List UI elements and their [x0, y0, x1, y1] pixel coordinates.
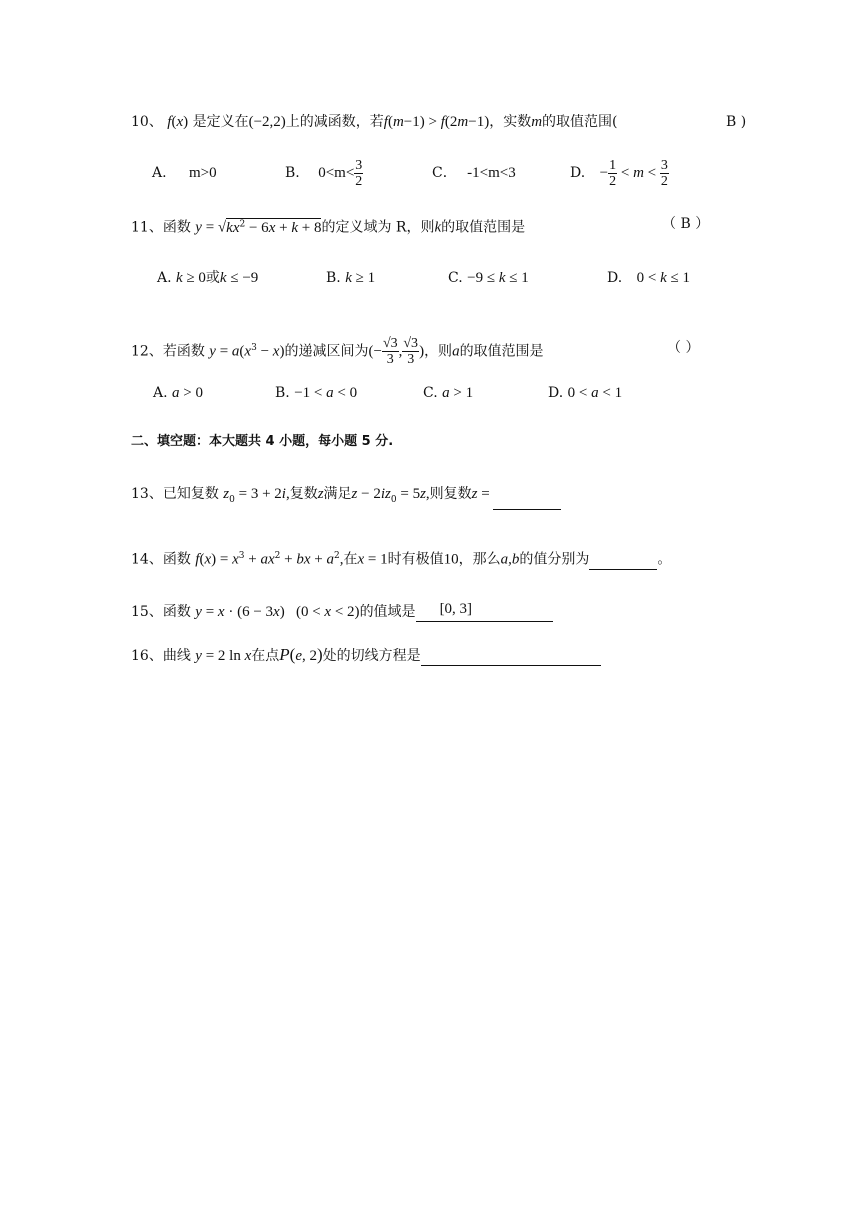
fraction: $\frac{√3}{3}$	[382, 336, 398, 368]
option-label: D.	[548, 385, 564, 401]
question-number: 15、函数	[131, 604, 191, 620]
fraction: $\frac{3}{2}$	[660, 157, 668, 189]
question-12: 12、若函数 $y = a(x^3 - x)$的递减区间为(− $\frac{√3}{3}$ , $\frac{√3}{3}$ )，则a的取值范围是	[131, 336, 544, 368]
option-label: B.	[285, 165, 300, 181]
question-15: 15、函数 y = x · (6 − 3x) (0 < x < 2)的值域是 [0, 3]	[131, 602, 553, 622]
question-text: 处的切线方程是	[322, 648, 421, 664]
question-10: 10、 f(x) 是定义在(−2,2)上的减函数，若f(m−1) > f(2m−1)，实数m的取值范围(	[131, 114, 618, 130]
question-text: 的取值范围是	[441, 219, 526, 236]
question-text: ，那么	[458, 551, 501, 568]
option-value: 0<m<	[318, 165, 355, 181]
question-text: 在	[343, 551, 358, 568]
answer-mark	[662, 214, 709, 234]
question-16: 16、曲线 y = 2 ln x在点P(e, 2)处的切线方程是	[131, 645, 601, 666]
question-text: 满足	[323, 486, 352, 502]
answer-text: [0, 3]	[439, 601, 473, 617]
option-c	[432, 163, 516, 183]
answer-mark	[726, 112, 746, 132]
question-number: 10、	[131, 114, 163, 130]
math-fx: f	[167, 114, 172, 130]
question-text: 在点	[251, 648, 280, 664]
answer-blank[interactable]	[416, 601, 553, 622]
question-number: 14、函数	[131, 551, 191, 568]
option-label: B.	[275, 385, 290, 401]
option-b	[285, 152, 363, 194]
fraction: $\frac{√3}{3}$	[403, 336, 419, 368]
or-word: 或	[205, 270, 220, 286]
section-title: 二、填空题：本大题共 4 小题，每小题 5 分.	[131, 434, 394, 449]
option-b: B. −1 < a < 0	[275, 385, 358, 401]
option-label: D.	[607, 270, 623, 286]
question-text: ，实数	[489, 114, 532, 130]
option-label: B.	[326, 270, 341, 286]
question-number: 16、曲线	[131, 648, 191, 664]
question-number: 11、函数	[131, 219, 191, 236]
option-c: C. a > 1	[423, 385, 474, 401]
question-text: 的定义域为 R，则	[321, 219, 435, 236]
question-number: 12、若函数	[131, 343, 205, 360]
punctuation: 。	[657, 551, 672, 568]
answer-text: （ B ）	[662, 216, 710, 232]
option-value: m>0	[189, 165, 217, 181]
option-label: A.	[153, 385, 168, 401]
question-11: 11、函数 $y = √kx^2 - 6x + k + 8$的定义域为 R，则k的取值范围是	[131, 219, 526, 236]
answer-text: B )	[726, 114, 747, 130]
option-c: C. −9 ≤ k ≤ 1	[448, 270, 529, 286]
fraction: $\frac{3}{2}$	[355, 157, 363, 189]
option-label: C．	[432, 165, 457, 181]
answer-mark	[667, 338, 699, 358]
question-text: 的取值范围(	[542, 114, 618, 130]
question-text: 的递减区间为	[284, 343, 369, 360]
fraction: $\frac{1}{2}$	[609, 157, 617, 189]
section-heading	[131, 432, 393, 452]
option-d: D. 0 < a < 1	[548, 385, 623, 401]
option-label: C.	[448, 270, 463, 286]
option-value: -1<m<3	[467, 165, 516, 181]
question-text: 时有极值	[387, 551, 444, 568]
option-a	[152, 163, 217, 183]
answer-blank[interactable]	[589, 553, 657, 570]
question-text: 则复数	[429, 486, 472, 502]
question-text: 上的减函数，若	[285, 114, 384, 130]
option-d: D. − $\frac{1}{2}$ < m < $\frac{3}{2}$	[570, 157, 668, 189]
question-text: 是定义在	[192, 114, 249, 130]
question-text: 的取值范围是	[459, 343, 544, 360]
option-label: A.	[157, 270, 172, 286]
option-label: A.	[152, 165, 167, 181]
answer-blank[interactable]	[421, 649, 601, 666]
option-label: D.	[570, 165, 586, 181]
question-text: ，则	[424, 343, 453, 360]
option-a: A. k ≥ 0或k ≤ −9	[157, 270, 259, 286]
option-b: B. k ≥ 1	[326, 270, 376, 286]
option-a: A. a > 0	[153, 385, 203, 401]
question-number: 13、已知复数	[131, 486, 219, 502]
question-13: 13、已知复数 $z_0 = 3 + 2i$,复数z满足$z - 2iz_0 = 5z$,则复数z =	[131, 484, 561, 510]
answer-text: （ ）	[667, 340, 700, 356]
question-text: 的值域是	[359, 604, 416, 620]
answer-blank[interactable]	[493, 493, 561, 510]
question-14: 14、函数 $f(x) = x^3 + ax^2$ + bx + $a^2$,在x = 1时有极值10，那么a,b的值分别为 。	[131, 551, 672, 568]
option-label: C.	[423, 385, 438, 401]
question-text: 的值分别为	[519, 551, 590, 568]
question-text: 复数	[289, 486, 318, 502]
option-d: D. 0 < k ≤ 1	[607, 270, 691, 286]
